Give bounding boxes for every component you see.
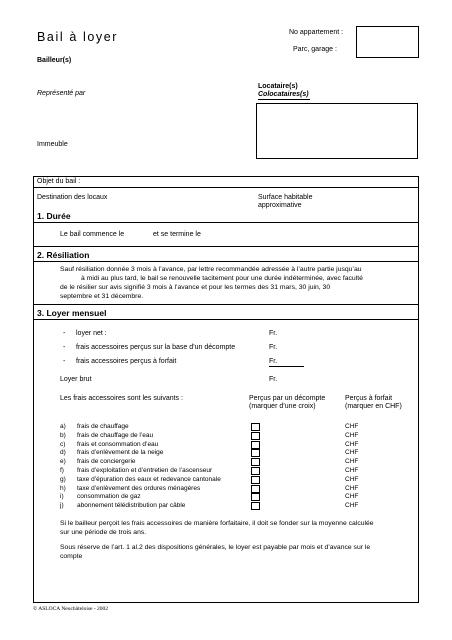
- note-paiement-line-2: compte: [60, 553, 83, 560]
- decompte-checkbox[interactable]: [251, 467, 260, 475]
- frais-item-letter: a): [60, 423, 66, 430]
- loyer-brut-currency: Fr.: [269, 376, 278, 383]
- forfait-col-sub: (marquer en CHF): [345, 403, 402, 410]
- loyer-row-currency: Fr.: [269, 358, 278, 365]
- decompte-col-sub: (marquer d’une croix): [249, 403, 316, 410]
- resiliation-line-3: de le résilier sur avis signifié 3 mois à l’avance et pour les termes des 31 mars, 30 juin, 30: [60, 284, 331, 291]
- frais-item-letter: e): [60, 458, 66, 466]
- immeuble-label: Immeuble: [37, 141, 68, 148]
- appartement-field[interactable]: [356, 26, 419, 58]
- represente-label: Représenté par: [37, 90, 86, 97]
- decompte-checkbox[interactable]: [251, 476, 260, 484]
- surface-sublabel: approximative: [258, 202, 302, 209]
- forfait-chf-label: CHF: [345, 458, 359, 466]
- resiliation-heading: 2. Résiliation: [37, 250, 90, 260]
- duree-termine: et se termine le: [153, 231, 201, 238]
- forfait-chf-label: CHF: [345, 431, 359, 439]
- resiliation-line-1: Sauf résiliation donnée 3 mois à l’avance, par lettre recommandée adressée à l’autre partie jusqu’au: [60, 266, 362, 273]
- parc-garage-label: Parc, garage :: [293, 46, 337, 53]
- frais-item-letter: j): [60, 502, 64, 510]
- appartement-label: No appartement :: [289, 29, 344, 36]
- loyer-row-dash: -: [63, 344, 66, 351]
- frais-item-letter: c): [60, 440, 66, 448]
- loyer-row-currency: Fr.: [269, 330, 278, 337]
- loyer-row-label: frais accessoires perçus sur la base d’un décompte: [76, 344, 236, 351]
- frais-item-label: consommation de gaz: [77, 493, 141, 501]
- forfait-amount-underline: [269, 366, 304, 367]
- duree-heading: 1. Durée: [37, 211, 71, 221]
- footer-copyright: © ASLOCA Neuchâteloise - 2002: [33, 606, 109, 612]
- loyer-heading: 3. Loyer mensuel: [37, 308, 107, 318]
- decompte-col-header: Perçus par un décompte: [249, 395, 326, 402]
- note-paiement-line-1: Sous réserve de l’art. 1 al.2 des dispositions générales, le loyer est payable par mois et d’avance sur le: [60, 544, 371, 551]
- loyer-row-label: frais accessoires perçus à forfait: [76, 358, 177, 365]
- frais-item-label: frais de chauffage: [77, 423, 129, 430]
- loyer-divider: [33, 319, 419, 320]
- frais-item-label: frais d’enlèvement de la neige: [77, 449, 164, 457]
- decompte-checkbox[interactable]: [251, 458, 260, 466]
- resiliation-bottom-divider: [33, 304, 419, 305]
- frais-intro: Les frais accessoires sont les suivants :: [60, 395, 183, 402]
- frais-item-letter: d): [60, 449, 66, 457]
- note-forfait-line-1: Si le bailleur perçoit les frais accessoires de manière forfaitaire, il doit se fonder sur la moyenne calculée: [60, 520, 374, 527]
- forfait-chf-label: CHF: [345, 440, 359, 448]
- decompte-checkbox[interactable]: [251, 432, 260, 440]
- frais-item-label: taxe d’enlèvement des ordures ménagères: [77, 484, 201, 492]
- forfait-chf-label: CHF: [345, 475, 359, 483]
- locataire-underline: [258, 99, 310, 100]
- objet-frame: [33, 176, 419, 603]
- loyer-row-label: loyer net :: [76, 330, 107, 337]
- forfait-chf-label: CHF: [345, 423, 359, 430]
- decompte-checkbox[interactable]: [251, 502, 260, 510]
- forfait-chf-label: CHF: [345, 449, 359, 457]
- duree-bottom-divider: [33, 246, 419, 247]
- duree-divider: [33, 222, 419, 223]
- resiliation-divider: [33, 261, 419, 262]
- locataire-field[interactable]: [256, 103, 418, 159]
- decompte-checkbox[interactable]: [251, 449, 260, 457]
- bailleur-label: Bailleur(s): [37, 57, 72, 64]
- decompte-checkbox[interactable]: [251, 423, 260, 431]
- page-title: Bail à loyer: [37, 30, 119, 44]
- decompte-checkbox[interactable]: [251, 441, 260, 449]
- frais-item-label: abonnement télédistribution par câble: [77, 502, 186, 510]
- forfait-chf-label: CHF: [345, 484, 359, 492]
- forfait-chf-label: CHF: [345, 502, 359, 510]
- frais-item-label: frais et consommation d’eau: [77, 440, 159, 448]
- forfait-chf-label: CHF: [345, 493, 359, 501]
- frais-item-letter: h): [60, 484, 66, 492]
- colocataires-label: Colocataires(s): [258, 91, 309, 98]
- loyer-row-currency: Fr.: [269, 344, 278, 351]
- frais-item-label: frais d’exploitation et d’entretien de l’ascenseur: [77, 467, 213, 474]
- frais-item-letter: f): [60, 467, 64, 474]
- frais-item-letter: i): [60, 493, 64, 501]
- forfait-col-header: Perçus à forfait: [345, 395, 393, 402]
- forfait-chf-label: CHF: [345, 467, 359, 474]
- loyer-brut-label: Loyer brut: [60, 376, 92, 383]
- duree-commence: Le bail commence le: [60, 231, 125, 238]
- frais-item-label: taxe d’épuration des eaux et redevance cantonale: [77, 475, 221, 483]
- locataire-label: Locataire(s): [258, 83, 298, 90]
- objet-divider: [33, 187, 419, 188]
- frais-item-label: frais de conciergerie: [77, 458, 136, 466]
- destination-label: Destination des locaux: [37, 194, 108, 201]
- frais-item-letter: g): [60, 475, 66, 483]
- objet-label: Objet du bail :: [37, 178, 81, 185]
- loyer-row-dash: -: [63, 358, 66, 365]
- note-forfait-line-2: sur une période de trois ans.: [60, 529, 147, 536]
- resiliation-line-2: à midi au plus tard, le bail se renouvelle tacitement pour une durée indéterminée, avec faculté: [81, 275, 363, 282]
- frais-item-label: frais de chauffage de l’eau: [77, 431, 154, 439]
- decompte-checkbox[interactable]: [251, 485, 260, 493]
- resiliation-line-4: septembre et 31 décembre.: [60, 293, 144, 300]
- loyer-row-dash: -: [63, 330, 66, 337]
- frais-item-letter: b): [60, 431, 66, 439]
- decompte-checkbox[interactable]: [251, 493, 260, 501]
- surface-label: Surface habitable: [258, 194, 313, 201]
